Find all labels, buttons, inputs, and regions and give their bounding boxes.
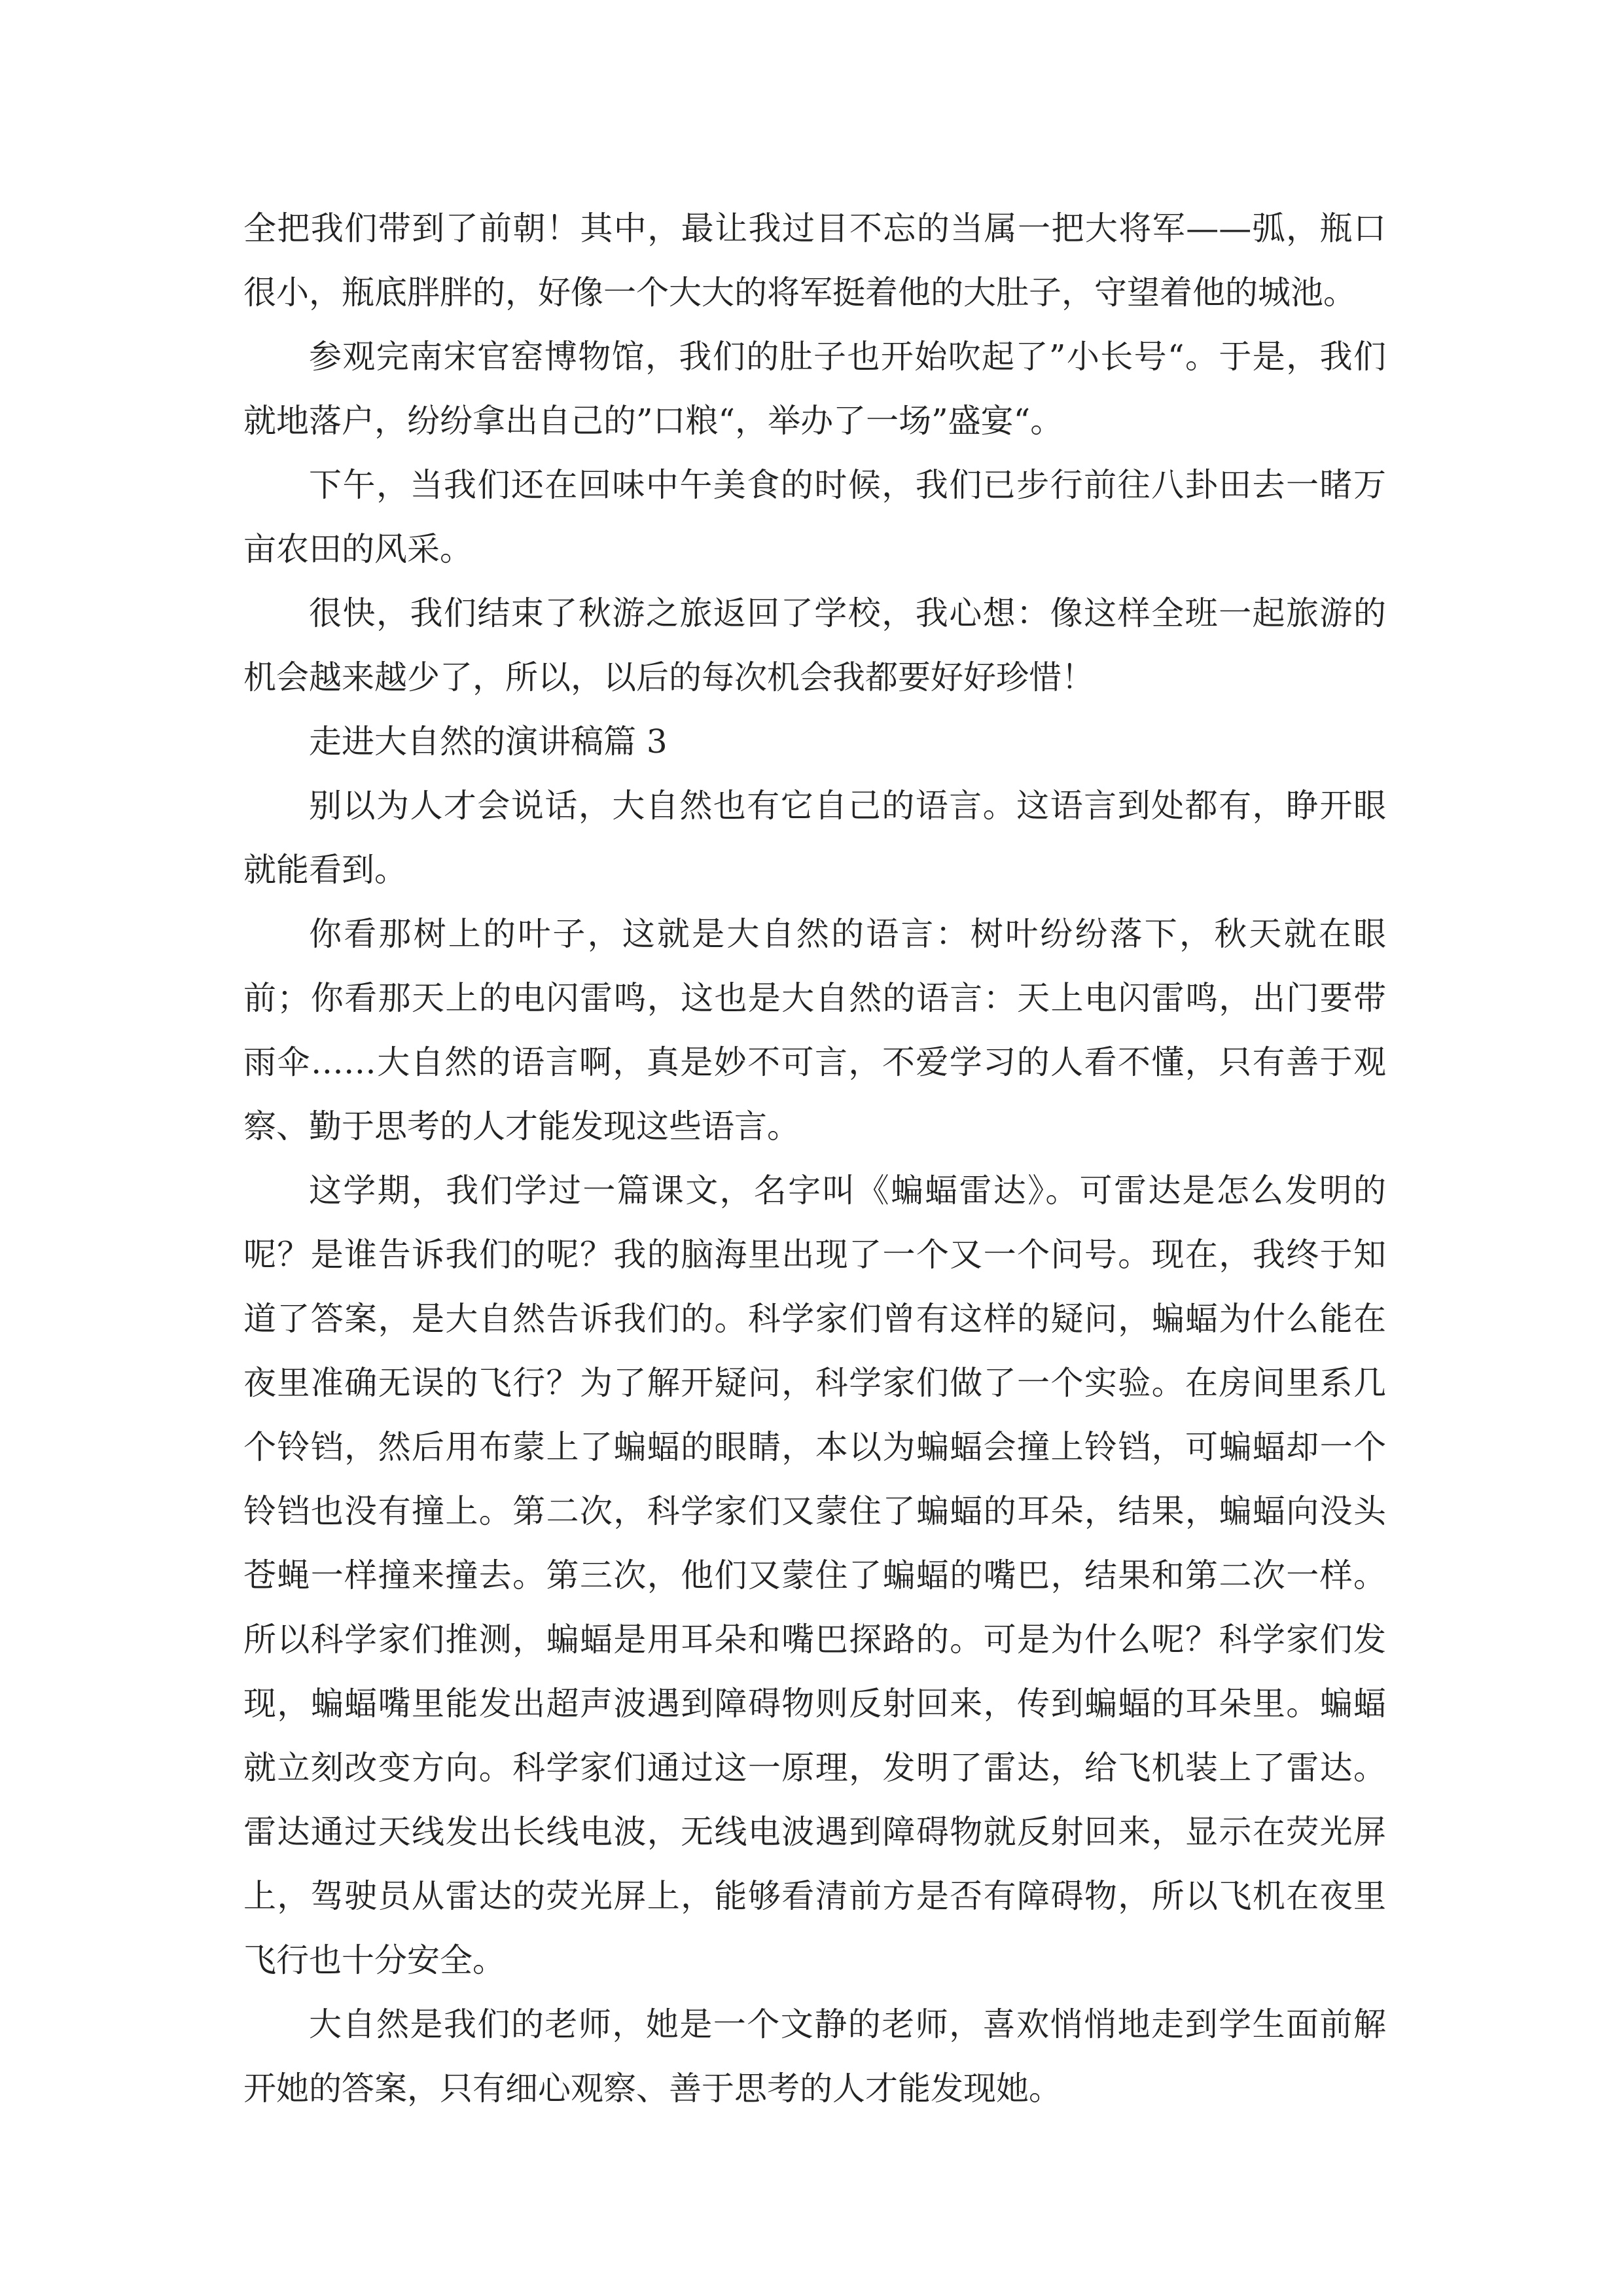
document-body (243, 196, 1386, 2121)
paragraph-continued: 全把我们带到了前朝！其中，最让我过目不忘的当属一把大将军——弧，瓶口很小，瓶底胖胖的，好像一个大大的将军挺着他的大肚子，守望着他的城池。 (243, 209, 1386, 312)
paragraph-return-school: 很快，我们结束了秋游之旅返回了学校，我心想：像这样全班一起旅游的机会越来越少了，所以，以后的每次机会我都要好好珍惜！ (243, 594, 1386, 696)
section-heading: 走进大自然的演讲稿篇 3 (309, 723, 668, 761)
paragraph-bat-radar: 这学期，我们学过一篇课文，名字叫《蝙蝠雷达》。可雷达是怎么发明的呢？是谁告诉我们的呢？我的脑海里出现了一个又一个问号。现在，我终于知道了答案，是大自然告诉我们的。科学家们曾有这样的疑问，蝙蝠为什么能在夜里准确无误的飞行？为了解开疑问，科学家们做了一个实验。在房间里系几个铃铛，然后用布蒙上了蝙蝠的眼睛，本以为蝙蝠会撞上铃铛，可蝙蝠却一个铃铛也没有撞上。第二次，科学家们又蒙住了蝙蝠的耳朵，结果，蝙蝠向没头苍蝇一样撞来撞去。第三次，他们又蒙住了蝙蝠的嘴巴，结果和第二次一样。所以科学家们推测，蝙蝠是用耳朵和嘴巴探路的。可是为什么呢？科学家们发现，蝙蝠嘴里能发出超声波遇到障碍物则反射回来，传到蝙蝠的耳朵里。蝙蝠就立刻改变方向。科学家们通过这一原理，发明了雷达，给飞机装上了雷达。雷达通过天线发出长线电波，无线电波遇到障碍物就反射回来，显示在荧光屏上，驾驶员从雷达的荧光屏上，能够看清前方是否有障碍物，所以飞机在夜里飞行也十分安全。 (243, 1172, 1386, 1979)
paragraph-museum-lunch: 参观完南宋官窑博物馆，我们的肚子也开始吹起了”小长号“。于是，我们就地落户，纷纷拿出自己的”口粮“，举办了一场”盛宴“。 (243, 338, 1386, 440)
paragraph-nature-teacher: 大自然是我们的老师，她是一个文静的老师，喜欢悄悄地走到学生面前解开她的答案，只有细心观察、善于思考的人才能发现她。 (243, 2005, 1386, 2108)
paragraph-nature-language: 别以为人才会说话，大自然也有它自己的语言。这语言到处都有，睁开眼就能看到。 (243, 787, 1386, 889)
paragraph-leaves-thunder: 你看那树上的叶子，这就是大自然的语言：树叶纷纷落下，秋天就在眼前；你看那天上的电闪雷鸣，这也是大自然的语言：天上电闪雷鸣，出门要带雨伞……大自然的语言啊，真是妙不可言，不爱学习的人看不懂，只有善于观察、勤于思考的人才能发现这些语言。 (243, 915, 1386, 1145)
paragraph-afternoon: 下午，当我们还在回味中午美食的时候，我们已步行前往八卦田去一睹万亩农田的风采。 (243, 466, 1386, 568)
